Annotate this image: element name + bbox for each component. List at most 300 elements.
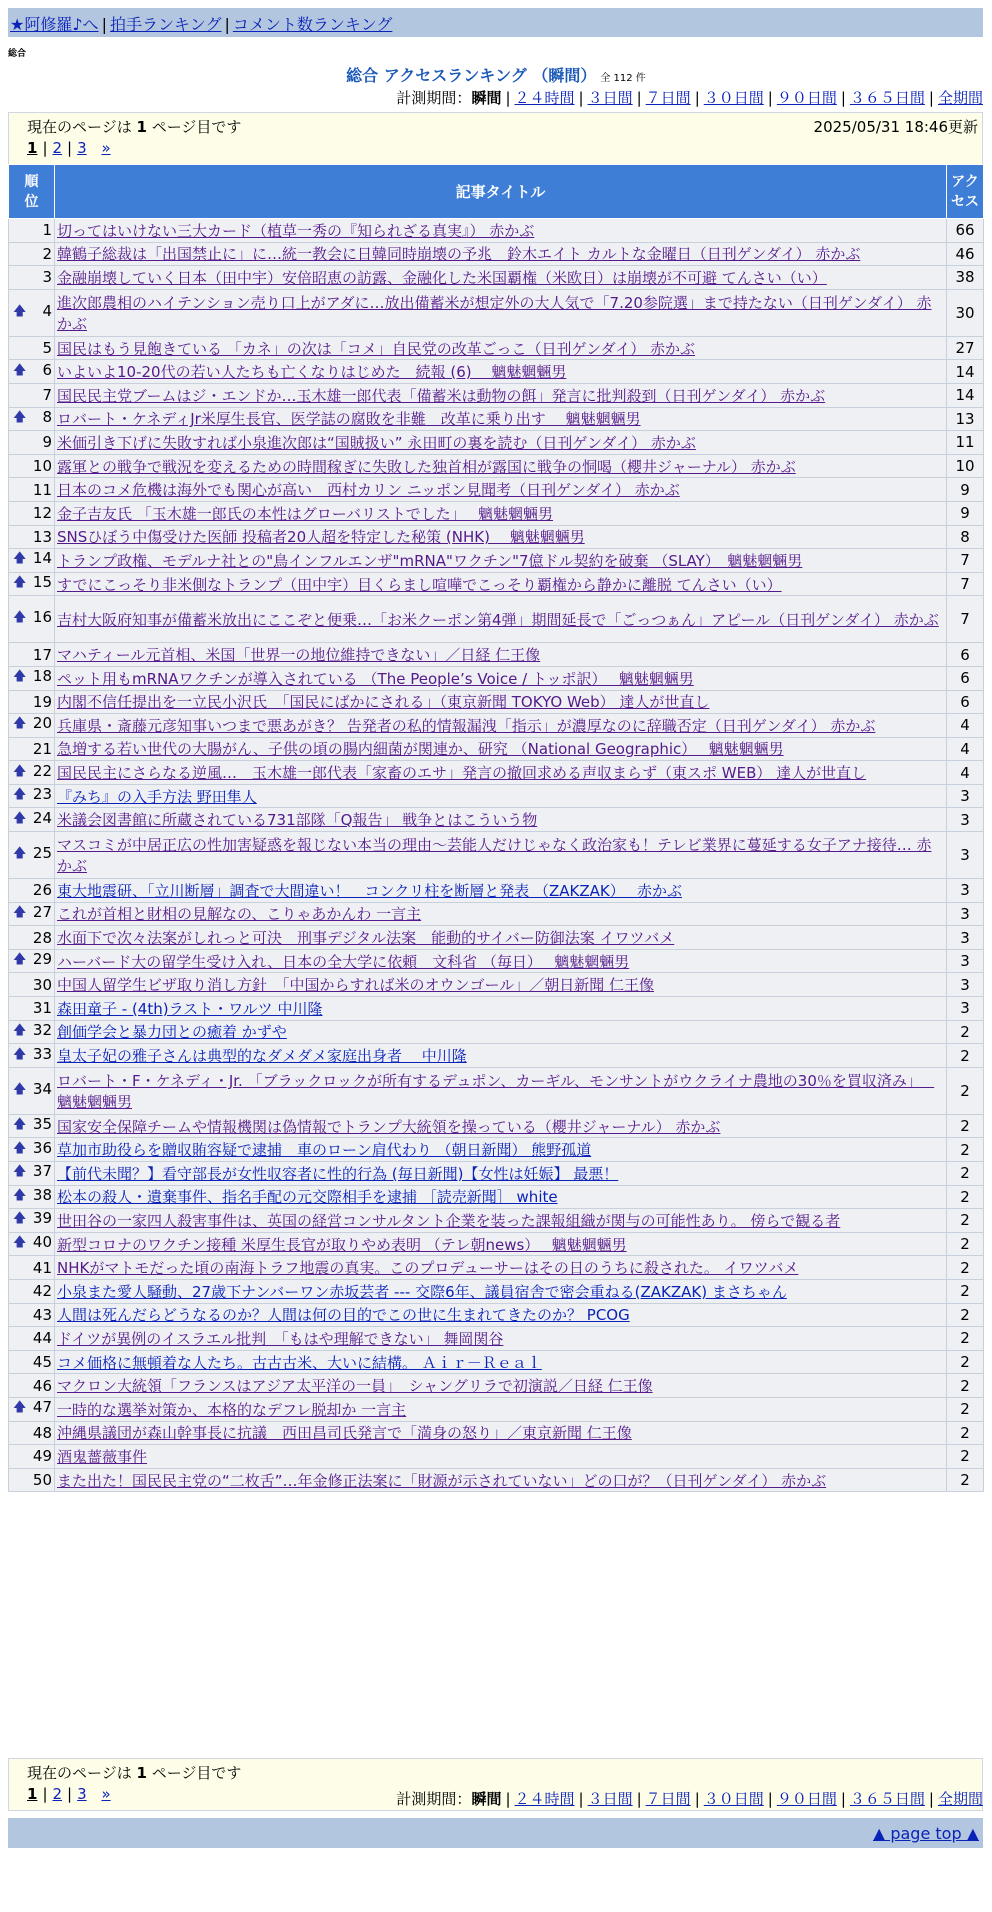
title-cell bbox=[55, 761, 947, 785]
header-rank: 順位 bbox=[9, 165, 55, 219]
title-cell bbox=[55, 1303, 947, 1327]
rank-number: 6 bbox=[42, 360, 52, 379]
article-title-link[interactable]: 中国人留学生ビザ取り消し方針 「中国からすれば米のオウンゴール」／朝日新聞 仁王像 bbox=[57, 976, 654, 995]
up-arrow-icon: 🡅 bbox=[13, 1117, 27, 1133]
period-link[interactable]: ３０日間 bbox=[703, 89, 764, 107]
article-title-link[interactable]: 米価引き下げに失敗すれば小泉進次郎は“国賊扱い” 永田町の裏を読む（日刊ゲンダイ） 赤かぶ bbox=[57, 433, 696, 452]
table-row bbox=[9, 714, 984, 738]
article-title-link[interactable]: 皇太子妃の雅子さんは典型的なダメダメ家庭出身者 中川隆 bbox=[57, 1047, 467, 1066]
up-arrow-icon: 🡅 bbox=[13, 1211, 27, 1227]
table-row bbox=[9, 1445, 984, 1469]
period-link[interactable]: ９０日間 bbox=[776, 1790, 837, 1808]
current-page-prefix: 現在のページは bbox=[27, 118, 137, 136]
rank-cell bbox=[9, 1303, 55, 1327]
article-title-link[interactable]: 日本のコメ危機は海外でも関心が高い 西村カリン ニッポン見聞考（日刊ゲンダイ） 赤かぶ bbox=[57, 481, 680, 500]
table-row bbox=[9, 596, 984, 643]
article-title-link[interactable]: 内閣不信任提出を一立民小沢氏 「国民にばかにされる」（東京新聞 TOKYO Web） 達人が世直し bbox=[57, 693, 710, 712]
rank-number: 11 bbox=[32, 480, 52, 499]
rank-cell bbox=[9, 1327, 55, 1351]
up-arrow-icon: 🡅 bbox=[13, 610, 27, 626]
access-count: 2 bbox=[947, 1044, 984, 1068]
access-count: 14 bbox=[947, 383, 984, 407]
rank-number: 50 bbox=[32, 1471, 52, 1490]
rank-cell bbox=[9, 761, 55, 785]
rank-cell bbox=[9, 1256, 55, 1280]
table-row bbox=[9, 1138, 984, 1162]
period-current: 瞬間 bbox=[471, 1790, 502, 1808]
rank-cell bbox=[9, 1044, 55, 1068]
article-title-link[interactable]: 『みち』の入手方法 野田隼人 bbox=[57, 787, 257, 806]
rank-cell bbox=[9, 1185, 55, 1209]
rank-cell bbox=[9, 832, 55, 879]
rank-number: 3 bbox=[42, 268, 52, 287]
current-page-suffix: ページ目です bbox=[146, 1764, 242, 1782]
table-row bbox=[9, 784, 984, 808]
pagination-link[interactable]: 3 bbox=[77, 139, 87, 157]
article-title-link[interactable]: SNSひぼう中傷受けた医師 投稿者20人超を特定した秘策 (NHK) 魑魅魍魎男 bbox=[57, 528, 585, 547]
period-link[interactable]: ３６５日間 bbox=[849, 1790, 925, 1808]
article-title-link[interactable]: 韓鶴子総裁は「出国禁止に」に…統一教会に日韓同時崩壊の予兆 鈴木エイト カルトな金曜日（日刊ゲンダイ） 赤かぶ bbox=[57, 245, 861, 264]
title-cell bbox=[55, 997, 947, 1021]
article-title-link[interactable]: 急増する若い世代の大腸がん、子供の頃の腸内細菌が関連か、研究 （National Geographic） 魑魅魍魎男 bbox=[57, 740, 784, 759]
rank-cell bbox=[9, 690, 55, 714]
title-cell bbox=[55, 879, 947, 903]
period-link[interactable]: ７日間 bbox=[645, 1790, 691, 1808]
footer-bar bbox=[8, 1818, 983, 1848]
period-separator: | bbox=[578, 89, 584, 107]
page-top-link[interactable]: ▲ page top ▲ bbox=[872, 1824, 979, 1843]
rank-number: 13 bbox=[32, 527, 52, 546]
title-cell bbox=[55, 1185, 947, 1209]
page-title bbox=[0, 63, 992, 86]
pagination-link[interactable]: 2 bbox=[52, 1785, 63, 1803]
period-separator: | bbox=[578, 1790, 584, 1808]
up-arrow-icon: 🡅 bbox=[13, 763, 27, 779]
article-title-link[interactable]: 国家安全保障チームや情報機関は偽情報でトランプ大統領を操っている（櫻井ジャーナル） 赤かぶ bbox=[57, 1117, 721, 1136]
access-count: 3 bbox=[947, 949, 984, 973]
access-count: 2 bbox=[947, 1397, 984, 1421]
ranking-title: 総合 アクセスランキング （瞬間） bbox=[346, 66, 597, 85]
up-arrow-icon: 🡅 bbox=[13, 669, 27, 685]
rank-number: 26 bbox=[32, 881, 52, 900]
rank-number: 1 bbox=[42, 221, 52, 240]
title-cell bbox=[55, 454, 947, 478]
title-cell bbox=[55, 808, 947, 832]
up-arrow-icon: 🡅 bbox=[13, 846, 27, 862]
article-title-link[interactable]: 金子吉友氏 「玉木雄一郎氏の本性はグローバリストでした」 魑魅魍魎男 bbox=[57, 504, 553, 523]
article-title-link[interactable]: いよいよ10-20代の若い人たちも亡くなりはじめた 続報 (6) 魑魅魍魎男 bbox=[57, 363, 567, 382]
period-separator: | bbox=[767, 1790, 773, 1808]
comment-ranking-link[interactable]: コメント数ランキング bbox=[232, 15, 393, 34]
rank-cell bbox=[9, 1020, 55, 1044]
access-count: 46 bbox=[947, 242, 984, 266]
current-page-prefix: 現在のページは bbox=[27, 1764, 137, 1782]
access-count: 3 bbox=[947, 808, 984, 832]
access-count: 3 bbox=[947, 973, 984, 997]
rank-number: 32 bbox=[32, 1020, 52, 1039]
period-separator: | bbox=[840, 89, 846, 107]
article-title-link[interactable]: 国民民主党ブームはジ・エンドか…玉木雄一郎代表「備蓄米は動物の餌」発言に批判殺到（日刊ゲンダイ） 赤かぶ bbox=[57, 386, 826, 405]
rank-number: 17 bbox=[32, 645, 52, 664]
rank-number: 38 bbox=[32, 1185, 52, 1204]
up-arrow-icon: 🡅 bbox=[13, 1140, 27, 1156]
nav-separator: | bbox=[224, 15, 230, 34]
rank-number: 45 bbox=[32, 1353, 52, 1372]
rank-cell bbox=[9, 902, 55, 926]
period-link[interactable]: ３日間 bbox=[587, 1790, 633, 1808]
article-title-link[interactable]: 草加市助役らを贈収賄容疑で逮捕 車のローン肩代わり （朝日新聞） 熊野孤道 bbox=[57, 1141, 592, 1160]
table-row bbox=[9, 1374, 984, 1398]
rank-number: 10 bbox=[32, 457, 52, 476]
access-count: 2 bbox=[947, 1327, 984, 1351]
article-title-link[interactable]: 吉村大阪府知事が備蓄米放出にここぞと便乗…「お米クーポン第4弾」期間延長で「ごっつぁん」アピール（日刊ゲンダイ） 赤かぶ bbox=[57, 610, 939, 629]
access-count: 6 bbox=[947, 643, 984, 667]
title-cell bbox=[55, 1279, 947, 1303]
up-arrow-icon: 🡅 bbox=[13, 1022, 27, 1038]
title-cell bbox=[55, 1209, 947, 1233]
pagination-separator: | bbox=[67, 1785, 73, 1803]
table-row bbox=[9, 832, 984, 879]
rank-cell bbox=[9, 1138, 55, 1162]
title-cell bbox=[55, 973, 947, 997]
table-row bbox=[9, 1020, 984, 1044]
article-title-link[interactable]: 世田谷の一家四人殺害事件は、英国の経営コンサルタント企業を装った課報組織が関与の可能性あり。 傍らで観る者 bbox=[57, 1211, 841, 1230]
title-cell bbox=[55, 1445, 947, 1469]
article-title-link[interactable]: 国民はもう見飽きている 「カネ」の次は「コメ」自民党の改革ごっこ（日刊ゲンダイ） 赤かぶ bbox=[57, 339, 696, 358]
access-count: 9 bbox=[947, 478, 984, 502]
title-cell bbox=[55, 572, 947, 596]
pagination-link[interactable]: 2 bbox=[52, 139, 63, 157]
table-row bbox=[9, 1327, 984, 1351]
table-row bbox=[9, 1162, 984, 1186]
rank-cell bbox=[9, 1445, 55, 1469]
article-title-link[interactable]: ペット用もmRNAワクチンが導入されている （The People’s Voice / トッポ訳） 魑魅魍魎男 bbox=[57, 669, 694, 688]
rank-number: 7 bbox=[42, 386, 52, 405]
access-count: 2 bbox=[947, 1209, 984, 1233]
table-row bbox=[9, 1421, 984, 1445]
rank-number: 34 bbox=[32, 1079, 52, 1098]
up-arrow-icon: 🡅 bbox=[13, 716, 27, 732]
access-count: 3 bbox=[947, 997, 984, 1021]
up-arrow-icon: 🡅 bbox=[13, 551, 27, 567]
rank-number: 29 bbox=[32, 950, 52, 969]
article-title-link[interactable]: 創価学会と暴力団との癒着 かずや bbox=[57, 1023, 287, 1042]
rank-cell bbox=[9, 666, 55, 690]
access-count: 8 bbox=[947, 525, 984, 549]
rank-number: 12 bbox=[32, 504, 52, 523]
home-link[interactable]: ★阿修羅♪へ bbox=[10, 15, 99, 34]
access-count: 11 bbox=[947, 431, 984, 455]
table-row bbox=[9, 1303, 984, 1327]
rank-cell bbox=[9, 336, 55, 360]
title-cell bbox=[55, 431, 947, 455]
rank-cell bbox=[9, 407, 55, 431]
rank-cell bbox=[9, 714, 55, 738]
article-title-link[interactable]: 松本の殺人・遺棄事件、指名手配の元交際相手を逮捕 ［読売新聞］ white bbox=[57, 1188, 558, 1207]
table-row bbox=[9, 454, 984, 478]
rank-cell bbox=[9, 973, 55, 997]
article-title-link[interactable]: 兵庫県・斎藤元彦知事いつまで悪あがき？ 告発者の私的情報漏洩「指示」が濃厚なのに辞職否定（日刊ゲンダイ） 赤かぶ bbox=[57, 716, 876, 735]
access-count: 3 bbox=[947, 879, 984, 903]
period-link[interactable]: ３日間 bbox=[587, 89, 633, 107]
table-row bbox=[9, 501, 984, 525]
title-cell bbox=[55, 1421, 947, 1445]
period-separator: | bbox=[694, 1790, 700, 1808]
access-count: 2 bbox=[947, 1067, 984, 1114]
rank-cell bbox=[9, 1374, 55, 1398]
table-row bbox=[9, 525, 984, 549]
rank-number: 16 bbox=[32, 608, 52, 627]
pagination-separator: | bbox=[42, 1785, 48, 1803]
article-title-link[interactable]: 【前代未聞？】看守部長が女性収容者に性的行為 (毎日新聞)【女性は妊娠】 最悪！ bbox=[57, 1164, 619, 1183]
rank-number: 4 bbox=[42, 301, 52, 320]
title-cell bbox=[55, 1232, 947, 1256]
article-title-link[interactable]: ハーバード大の留学生受け入れ、日本の全大学に依頼 文科省 （毎日） 魑魅魍魎男 bbox=[57, 952, 630, 971]
current-page-text bbox=[27, 116, 241, 137]
table-row bbox=[9, 1397, 984, 1421]
title-cell bbox=[55, 383, 947, 407]
title-cell bbox=[55, 242, 947, 266]
period-link[interactable]: 全期間 bbox=[937, 1790, 983, 1808]
rank-cell bbox=[9, 478, 55, 502]
rank-cell bbox=[9, 949, 55, 973]
article-title-link[interactable]: 一時的な選挙対策か、本格的なデフレ脱却か 一言主 bbox=[57, 1400, 407, 1419]
period-link[interactable]: ７日間 bbox=[645, 89, 691, 107]
article-title-link[interactable]: トランプ政権、モデルナ社との"鳥インフルエンザ"mRNA"ワクチン"7億ドル契約を破棄 （SLAY） 魑魅魍魎男 bbox=[57, 551, 803, 570]
access-count: 2 bbox=[947, 1232, 984, 1256]
up-arrow-icon: 🡅 bbox=[13, 362, 27, 378]
article-title-link[interactable]: ロバート・ケネディJr米厚生長官、医学誌の腐敗を非難 改革に乗り出す 魑魅魍魎男 bbox=[57, 410, 641, 429]
rank-cell bbox=[9, 501, 55, 525]
rank-cell bbox=[9, 1468, 55, 1492]
pagination-current: 1 bbox=[27, 139, 38, 157]
access-count: 4 bbox=[947, 714, 984, 738]
rank-cell bbox=[9, 879, 55, 903]
rank-cell bbox=[9, 219, 55, 243]
access-count: 14 bbox=[947, 360, 984, 384]
rank-cell bbox=[9, 808, 55, 832]
table-row bbox=[9, 761, 984, 785]
access-count: 2 bbox=[947, 1445, 984, 1469]
period-link[interactable]: ９０日間 bbox=[776, 89, 837, 107]
title-cell bbox=[55, 1397, 947, 1421]
access-count: 7 bbox=[947, 549, 984, 573]
title-cell bbox=[55, 525, 947, 549]
access-count: 4 bbox=[947, 737, 984, 761]
table-row bbox=[9, 1185, 984, 1209]
period-separator: | bbox=[505, 89, 511, 107]
period-separator: | bbox=[694, 89, 700, 107]
article-title-link[interactable]: マクロン大統領「フランスはアジア太平洋の一員」 シャングリラで初演説／日経 仁王像 bbox=[57, 1377, 653, 1396]
title-cell bbox=[55, 1067, 947, 1114]
article-title-link[interactable]: 森田童子 - (4th)ラスト・ワルツ 中川隆 bbox=[57, 999, 323, 1018]
access-count: 3 bbox=[947, 926, 984, 950]
rank-number: 8 bbox=[42, 407, 52, 426]
rank-cell bbox=[9, 431, 55, 455]
article-title-link[interactable]: また出た！国民民主党の“二枚舌”…年金修正法案に「財源が示されていない」どの口が？（日刊ゲンダイ） 赤かぶ bbox=[57, 1471, 827, 1490]
article-title-link[interactable]: 米議会図書館に所蔵されている731部隊「Q報告」 戦争とはこういう物 bbox=[57, 811, 538, 830]
title-cell bbox=[55, 926, 947, 950]
up-arrow-icon: 🡅 bbox=[13, 952, 27, 968]
article-title-link[interactable]: マスコミが中居正広の性加害疑惑を報じない本当の理由〜芸能人だけじゃなく政治家も！テレビ業界に蔓延する女子アナ接待… 赤かぶ bbox=[57, 836, 932, 876]
article-title-link[interactable]: 金融崩壊していく日本（田中宇）安倍昭恵の訪露、金融化した米国覇権（米欧日）は崩壊が不可避 てんさい（い） bbox=[57, 268, 827, 287]
title-cell bbox=[55, 1374, 947, 1398]
table-row bbox=[9, 808, 984, 832]
article-title-link[interactable]: ドイツが異例のイスラエル批判 「もはや理解できない」 舞岡関谷 bbox=[57, 1329, 504, 1348]
pagination bbox=[27, 139, 111, 157]
up-arrow-icon: 🡅 bbox=[13, 810, 27, 826]
rank-number: 20 bbox=[32, 714, 52, 733]
rank-number: 39 bbox=[32, 1209, 52, 1228]
table-row bbox=[9, 407, 984, 431]
article-title-link[interactable]: 新型コロナのワクチン接種 米厚生長官が取りやめ表明 （テレ朝news） 魑魅魍魎男 bbox=[57, 1235, 627, 1254]
period-link[interactable]: 全期間 bbox=[937, 89, 983, 107]
title-cell bbox=[55, 949, 947, 973]
article-title-link[interactable]: 切ってはいけない三大カード（植草一秀の『知られざる真実』） 赤かぶ bbox=[57, 221, 535, 240]
table-row bbox=[9, 336, 984, 360]
access-count: 2 bbox=[947, 1374, 984, 1398]
total-count: 全 112 件 bbox=[600, 73, 646, 84]
access-count: 2 bbox=[947, 1256, 984, 1280]
title-cell bbox=[55, 336, 947, 360]
pagination-link[interactable]: 3 bbox=[77, 1785, 87, 1803]
period-link[interactable]: ２４時間 bbox=[514, 89, 575, 107]
article-title-link[interactable]: 人間は死んだらどうなるのか？人間は何の目的でこの世に生まれてきたのか？ PCOG bbox=[57, 1306, 630, 1325]
pagination-next-link[interactable]: » bbox=[101, 1785, 111, 1803]
title-cell bbox=[55, 1114, 947, 1138]
rank-number: 25 bbox=[32, 844, 52, 863]
article-title-link[interactable]: すでにこっそり非米側なトランプ（田中宇）目くらまし喧嘩でこっそり覇権から静かに離脱 てんさい（い） bbox=[57, 575, 782, 594]
access-count: 6 bbox=[947, 666, 984, 690]
title-cell bbox=[55, 832, 947, 879]
rank-number: 49 bbox=[32, 1447, 52, 1466]
rank-cell bbox=[9, 1067, 55, 1114]
rank-number: 42 bbox=[32, 1282, 52, 1301]
article-title-link[interactable]: 東大地震研、「立川断層」調査で大間違い！ コンクリ柱を断層と発表 （ZAKZAK） 赤かぶ bbox=[57, 881, 682, 900]
title-cell bbox=[55, 289, 947, 336]
period-separator: | bbox=[505, 1790, 511, 1808]
current-page-text bbox=[27, 1762, 241, 1783]
article-title-link[interactable]: 国民民主にさらなる逆風… 玉木雄一郎代表「家畜のエサ」発言の撤回求める声収まらず（東スポ WEB） 達人が世直し bbox=[57, 764, 867, 783]
rank-cell bbox=[9, 383, 55, 407]
access-count: 2 bbox=[947, 1162, 984, 1186]
table-row bbox=[9, 690, 984, 714]
rank-number: 5 bbox=[42, 339, 52, 358]
access-count: 30 bbox=[947, 289, 984, 336]
period-link[interactable]: ２４時間 bbox=[514, 1790, 575, 1808]
table-row bbox=[9, 926, 984, 950]
table-row bbox=[9, 902, 984, 926]
pagination-current: 1 bbox=[27, 1785, 38, 1803]
rank-cell bbox=[9, 1279, 55, 1303]
rank-cell bbox=[9, 572, 55, 596]
table-row bbox=[9, 1279, 984, 1303]
access-count: 2 bbox=[947, 1350, 984, 1374]
rank-cell bbox=[9, 549, 55, 573]
top-navigation bbox=[8, 8, 983, 37]
access-count: 2 bbox=[947, 1020, 984, 1044]
access-count: 2 bbox=[947, 1421, 984, 1445]
pagination bbox=[27, 1785, 111, 1803]
title-cell bbox=[55, 266, 947, 290]
period-link[interactable]: ３０日間 bbox=[703, 1790, 764, 1808]
period-separator: | bbox=[767, 89, 773, 107]
article-title-link[interactable]: NHKがマトモだった頃の南海トラフ地震の真実。このプロデューサーはその日のうちに殺された。 イワツバメ bbox=[57, 1259, 799, 1278]
period-label: 計測期間： bbox=[396, 89, 472, 107]
access-count: 2 bbox=[947, 1303, 984, 1327]
up-arrow-icon: 🡅 bbox=[13, 1164, 27, 1180]
article-title-link[interactable]: 露軍との戦争で戦況を変えるための時間稼ぎに失敗した独首相が露国に戦争の恫喝（櫻井ジャーナル） 赤かぶ bbox=[57, 457, 796, 476]
rank-number: 31 bbox=[32, 999, 52, 1018]
rank-number: 48 bbox=[32, 1423, 52, 1442]
header-access: アクセス bbox=[947, 165, 984, 219]
article-title-link[interactable]: 沖縄県議団が森山幹事長に抗議 西田昌司氏発言で「満身の怒り」／東京新聞 仁王像 bbox=[57, 1424, 632, 1443]
pagination-next-link[interactable]: » bbox=[101, 139, 111, 157]
article-title-link[interactable]: 水面下で次々法案がしれっと可決 刑事デジタル法案 能動的サイバー防御法案 イワツバメ bbox=[57, 929, 675, 948]
rank-number: 47 bbox=[32, 1398, 52, 1417]
rank-cell bbox=[9, 525, 55, 549]
title-cell bbox=[55, 360, 947, 384]
up-arrow-icon: 🡅 bbox=[13, 575, 27, 591]
article-title-link[interactable]: 酒鬼薔薇事件 bbox=[57, 1447, 148, 1466]
table-row bbox=[9, 1256, 984, 1280]
article-title-link[interactable]: コメ価格に無頓着な人たち。古古古米、大いに結構。 Ａｉｒ－Ｒｅａｌ bbox=[57, 1353, 542, 1372]
period-separator: | bbox=[636, 1790, 642, 1808]
rank-number: 2 bbox=[42, 244, 52, 263]
article-title-link[interactable]: ロバート・F・ケネディ・Jr. 「ブラックロックが所有するデュポン、カーギル、モンサントがウクライナ農地の30％を買収済み」 魑魅魍魎男 bbox=[57, 1071, 935, 1111]
article-title-link[interactable]: 進次郎農相のハイテンション売り口上がアダに…放出備蓄米が想定外の大人気で「7.20参院選」まで持たない（日刊ゲンダイ） 赤かぶ bbox=[57, 293, 932, 333]
table-row bbox=[9, 266, 984, 290]
period-separator: | bbox=[928, 1790, 934, 1808]
access-count: 2 bbox=[947, 1185, 984, 1209]
pagination-separator: | bbox=[42, 139, 48, 157]
title-cell bbox=[55, 1350, 947, 1374]
access-count: 7 bbox=[947, 572, 984, 596]
article-title-link[interactable]: 小泉また愛人騒動、27歳下ナンバーワン赤坂芸者 --- 交際6年、議員宿舎で密会重ねる(ZAKZAK) まさちゃん bbox=[57, 1282, 787, 1301]
article-title-link[interactable]: マハティール元首相、米国「世界一の地位維持できない」／日経 仁王像 bbox=[57, 646, 541, 665]
rank-number: 24 bbox=[32, 808, 52, 827]
table-row bbox=[9, 879, 984, 903]
period-separator: | bbox=[636, 89, 642, 107]
title-cell bbox=[55, 501, 947, 525]
table-row bbox=[9, 383, 984, 407]
period-selector-top bbox=[396, 87, 983, 108]
pagination-separator bbox=[92, 1785, 97, 1803]
table-row bbox=[9, 431, 984, 455]
title-cell bbox=[55, 737, 947, 761]
period-link[interactable]: ３６５日間 bbox=[849, 89, 925, 107]
clap-ranking-link[interactable]: 拍手ランキング bbox=[109, 15, 222, 34]
article-title-link[interactable]: これが首相と財相の見解なの、こりゃあかんわ 一言主 bbox=[57, 905, 422, 924]
rank-number: 21 bbox=[32, 739, 52, 758]
nav-separator: | bbox=[101, 15, 107, 34]
period-current: 瞬間 bbox=[471, 89, 502, 107]
rank-number: 23 bbox=[32, 785, 52, 804]
access-count: 38 bbox=[947, 266, 984, 290]
title-cell bbox=[55, 1044, 947, 1068]
period-label: 計測期間： bbox=[396, 1790, 472, 1808]
rank-number: 33 bbox=[32, 1044, 52, 1063]
rank-number: 9 bbox=[42, 433, 52, 452]
rank-cell bbox=[9, 1162, 55, 1186]
rank-cell bbox=[9, 1209, 55, 1233]
rank-cell bbox=[9, 926, 55, 950]
pagination-separator bbox=[92, 139, 97, 157]
current-page-number: 1 bbox=[136, 118, 147, 136]
access-count: 10 bbox=[947, 454, 984, 478]
table-row bbox=[9, 219, 984, 243]
category-label: 総合 bbox=[8, 49, 27, 59]
